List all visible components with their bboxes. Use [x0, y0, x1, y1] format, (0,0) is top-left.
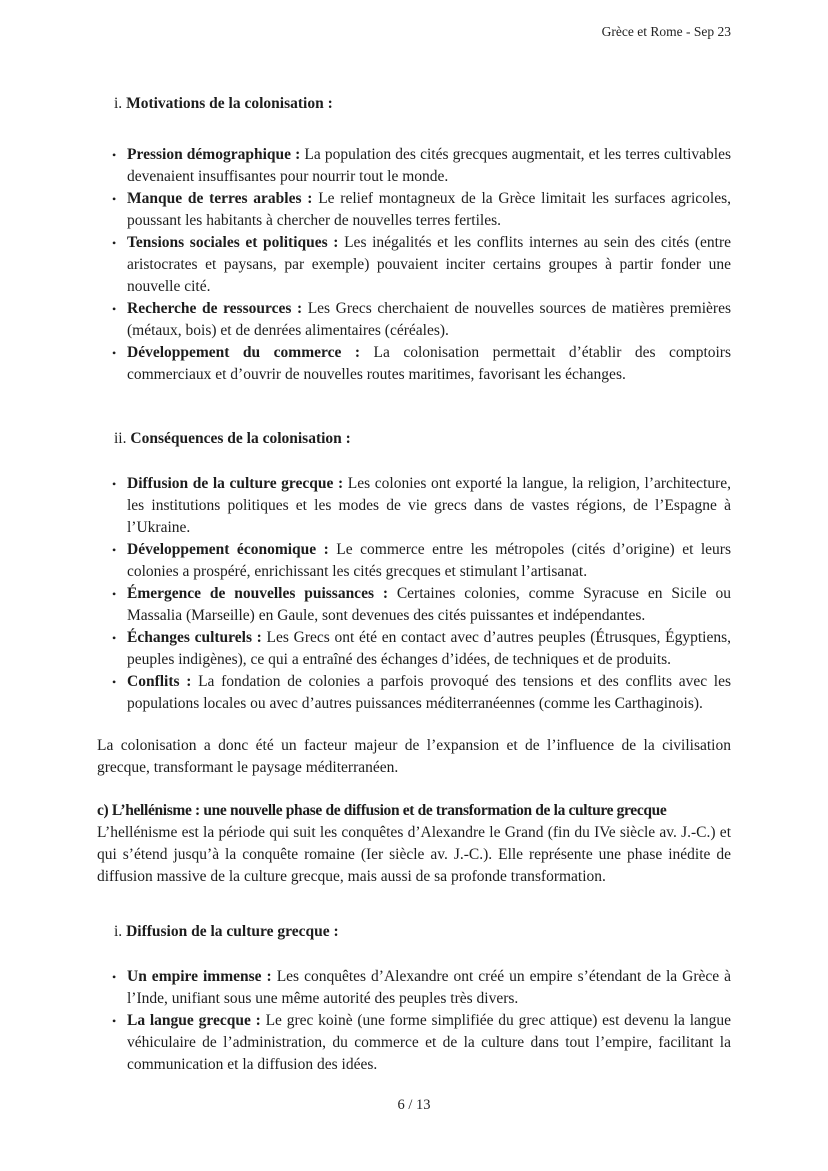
list-item: [97, 627, 731, 671]
list-item-lead: Conflits :: [127, 673, 192, 690]
list-item-lead: Développement du commerce :: [127, 344, 360, 361]
list-item: [97, 188, 731, 232]
bullet-icon: •: [112, 970, 117, 984]
document-content: [97, 0, 731, 1076]
bullet-icon: •: [112, 346, 117, 360]
list-item: [97, 232, 731, 298]
list-item-text: Certaines colonies, comme Syracuse en Sicile ou Massalia (Marseille) en Gaule, sont devenues des cités puissantes et indépendantes.: [127, 585, 731, 624]
bullet-icon: •: [112, 631, 117, 645]
bullet-icon: •: [112, 587, 117, 601]
bullet-list-diffusion: [97, 943, 731, 1076]
conclusion-paragraph: La colonisation a donc été un facteur majeur de l’expansion et de l’influence de la civilisation grecque, transformant le paysage méditerranéen.: [97, 737, 731, 776]
bullet-icon: •: [112, 148, 117, 162]
list-item-text: Le commerce entre les métropoles (cités d’origine) et leurs colonies a prospéré, enrichissant les cités grecques et stimulant l’artisanat.: [127, 541, 731, 580]
list-item-lead: La langue grecque :: [127, 1012, 261, 1029]
list-item-text: La fondation de colonies a parfois provoqué des tensions et des conflits avec les populations locales ou avec d’autres puissances méditerranéennes (comme les Carthaginois).: [127, 673, 731, 712]
list-item: [97, 298, 731, 342]
list-item-lead: Développement économique :: [127, 541, 329, 558]
section-heading-motivations: [97, 0, 731, 115]
bullet-icon: •: [112, 477, 117, 491]
bullet-icon: •: [112, 236, 117, 250]
list-item-lead: Pression démographique :: [127, 146, 301, 163]
list-item: [97, 342, 731, 386]
section-title: Motivations de la colonisation :: [126, 95, 333, 112]
bullet-icon: •: [112, 302, 117, 316]
section-heading-hellenisme: c) L’hellénisme : une nouvelle phase de diffusion et de transformation de la culture grecque: [97, 802, 667, 819]
section-number: ii.: [114, 430, 127, 447]
list-item-lead: Émergence de nouvelles puissances :: [127, 585, 388, 602]
list-item-lead: Recherche de ressources :: [127, 300, 303, 317]
list-item-text: Les Grecs ont été en contact avec d’autres peuples (Étrusques, Égyptiens, peuples indigènes), ce qui a entraîné des échanges d’idées, de techniques et de produits.: [127, 629, 731, 668]
bullet-icon: •: [112, 1014, 117, 1028]
list-item-text: Les inégalités et les conflits internes au sein des cités (entre aristocrates et paysans, par exemple) pouvaient inciter certains groupes à partir fonder une nouvelle cité.: [127, 234, 731, 295]
list-item-lead: Échanges culturels :: [127, 629, 262, 646]
hellenisme-paragraph: L’hellénisme est la période qui suit les conquêtes d’Alexandre le Grand (fin du IVe siècle av. J.-C.) et qui s’étend jusqu’à la conquête romaine (Ier siècle av. J.-C.). Elle représente une phase inédite de diffusion massive de la culture grecque, mais aussi de sa profonde transformation.: [97, 824, 731, 885]
list-item: [97, 966, 731, 1010]
bullet-icon: •: [112, 543, 117, 557]
bullet-list-consequences: [97, 450, 731, 715]
section-title: Conséquences de la colonisation :: [130, 430, 351, 447]
list-item-lead: Tensions sociales et politiques :: [127, 234, 339, 251]
list-item: [97, 583, 731, 627]
section-heading-consequences: [97, 386, 731, 450]
section-title: Diffusion de la culture grecque :: [126, 923, 339, 940]
list-item-lead: Un empire immense :: [127, 968, 272, 985]
list-item-text: Le grec koinè (une forme simplifiée du grec attique) est devenu la langue véhiculaire de l’administration, du commerce et de la culture dans tout l’empire, facilitant la communication et la diffusion des idées.: [127, 1012, 732, 1073]
bullet-list-motivations: [97, 115, 731, 386]
header-title: Grèce et Rome - Sep 23: [601, 24, 731, 39]
list-item: [97, 671, 731, 715]
section-number: i.: [114, 923, 123, 940]
list-item: [97, 539, 731, 583]
list-item-text: Le relief montagneux de la Grèce limitait les surfaces agricoles, poussant les habitants à chercher de nouvelles terres fertiles.: [127, 190, 731, 229]
list-item: [97, 1010, 731, 1076]
list-item-lead: Diffusion de la culture grecque :: [127, 475, 344, 492]
list-item: [97, 473, 731, 539]
bullet-icon: •: [112, 192, 117, 206]
list-item-text: Les colonies ont exporté la langue, la religion, l’architecture, les institutions politiques et les modes de vie grecs dans de vastes régions, de l’Espagne à l’Ukraine.: [127, 475, 732, 536]
list-item-lead: Manque de terres arables :: [127, 190, 313, 207]
section-heading-diffusion: [97, 888, 731, 943]
section-number: i.: [114, 95, 123, 112]
list-item-text: Les conquêtes d’Alexandre ont créé un empire s’étendant de la Grèce à l’Inde, unifiant sous une même autorité des peuples très divers.: [127, 968, 731, 1007]
list-item-text: La colonisation permettait d’établir des comptoirs commerciaux et d’ouvrir de nouvelles routes maritimes, favorisant les échanges.: [127, 344, 732, 383]
document-footer: [0, 1094, 828, 1116]
list-item-text: La population des cités grecques augmentait, et les terres cultivables devenaient insuffisantes pour nourrir tout le monde.: [127, 146, 731, 185]
list-item-text: Les Grecs cherchaient de nouvelles sources de matières premières (métaux, bois) et de denrées alimentaires (céréales).: [127, 300, 731, 339]
page-number: 6 / 13: [397, 1097, 431, 1113]
list-item: [97, 144, 731, 188]
bullet-icon: •: [112, 675, 117, 689]
